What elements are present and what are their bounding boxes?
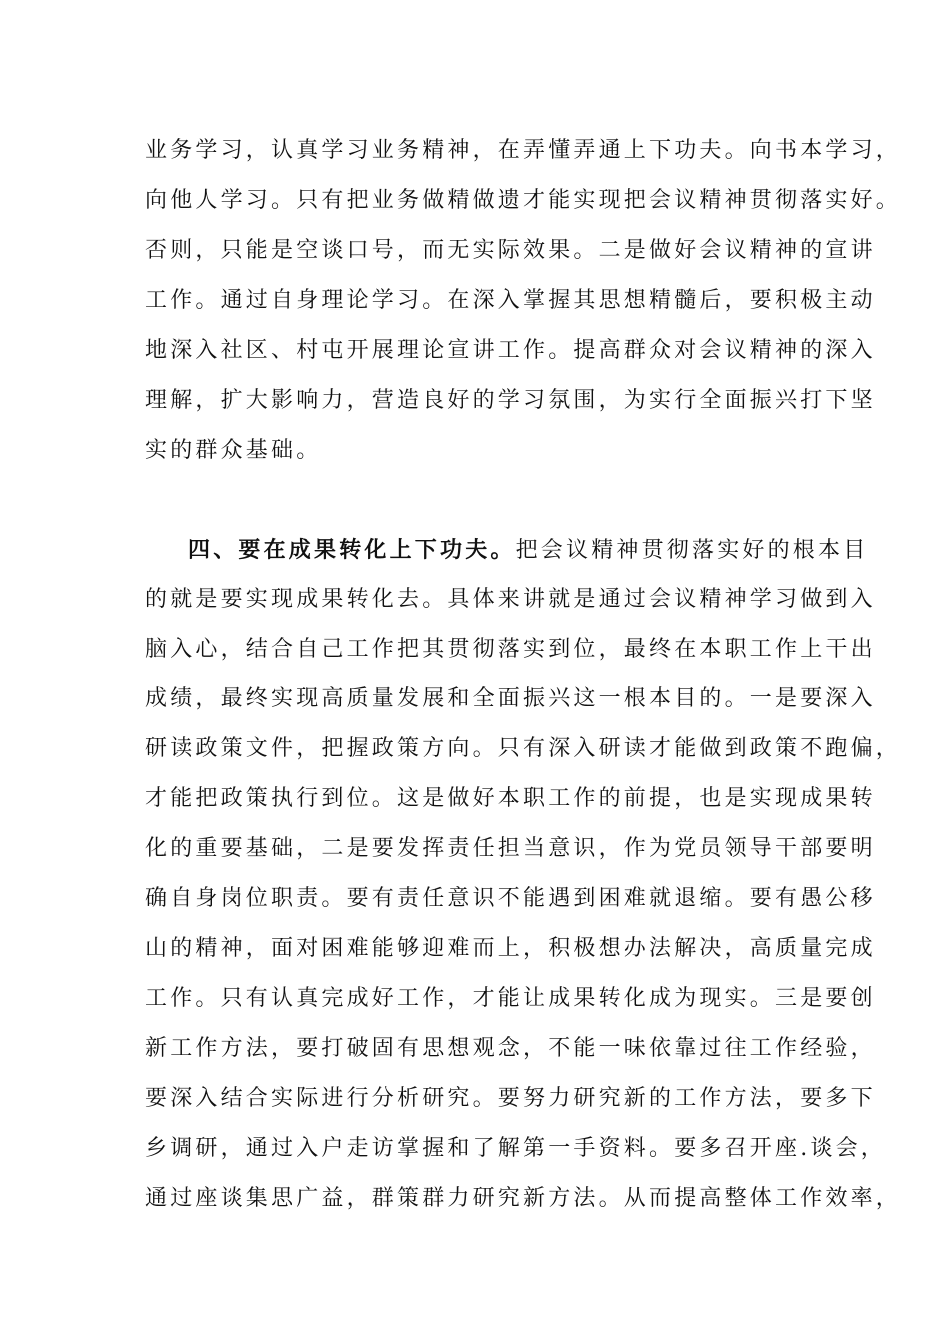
paragraph-line: 确自身岗位职责。要有责任意识不能遇到困难就退缩。要有愚公移 <box>145 886 876 911</box>
paragraph-first-line <box>188 535 868 566</box>
paragraph-line: 要深入结合实际进行分析研究。要努力研究新的工作方法，要多下 <box>145 1086 876 1111</box>
paragraph-line: 脑入心，结合自己工作把其贯彻落实到位，最终在本职工作上干出 <box>145 637 876 662</box>
paragraph-line: 否则，只能是空谈口号，而无实际效果。二是做好会议精神的宣讲 <box>145 238 876 263</box>
paragraph-line: 才能把政策执行到位。这是做好本职工作的前提，也是实现成果转 <box>145 786 876 811</box>
section-heading: 四、要在成果转化上下功夫。 <box>188 537 516 563</box>
paragraph-line: 成绩，最终实现高质量发展和全面振兴这一根本目的。一是要深入 <box>145 686 876 711</box>
paragraph-line: 新工作方法，要打破固有思想观念，不能一味依靠过往工作经验， <box>145 1036 876 1061</box>
paragraph-line: 山的精神，面对困难能够迎难而上，积极想办法解决，高质量完成 <box>145 936 876 961</box>
paragraph-line: 理解，扩大影响力，营造良好的学习氛围，为实行全面振兴打下坚 <box>145 388 876 413</box>
paragraph-line: 的就是要实现成果转化去。具体来讲就是通过会议精神学习做到入 <box>145 587 876 612</box>
paragraph-line: 工作。通过自身理论学习。在深入掌握其思想精髓后，要积极主动 <box>145 288 876 313</box>
paragraph-line: 实的群众基础。 <box>145 438 322 463</box>
paragraph-line: 通过座谈集思广益，群策群力研究新方法。从而提高整体工作效率， <box>145 1186 902 1211</box>
paragraph-line: 研读政策文件，把握政策方向。只有深入研读才能做到政策不跑偏， <box>145 736 902 761</box>
paragraph-line: 向他人学习。只有把业务做精做遗才能实现把会议精神贯彻落实好。 <box>145 188 902 213</box>
paragraph-line: 乡调研，通过入户走访掌握和了解第一手资料。要多召开座.谈会， <box>145 1136 886 1161</box>
paragraph-line: 业务学习，认真学习业务精神，在弄懂弄通上下功夫。向书本学习， <box>145 138 902 163</box>
paragraph-first-line-text: 把会议精神贯彻落实好的根本目 <box>515 538 869 563</box>
paragraph-line: 化的重要基础，二是要发挥责任担当意识，作为党员领导干部要明 <box>145 836 876 861</box>
paragraph-line: 地深入社区、村屯开展理论宣讲工作。提高群众对会议精神的深入 <box>145 338 876 363</box>
paragraph-line: 工作。只有认真完成好工作，才能让成果转化成为现实。三是要创 <box>145 986 876 1011</box>
